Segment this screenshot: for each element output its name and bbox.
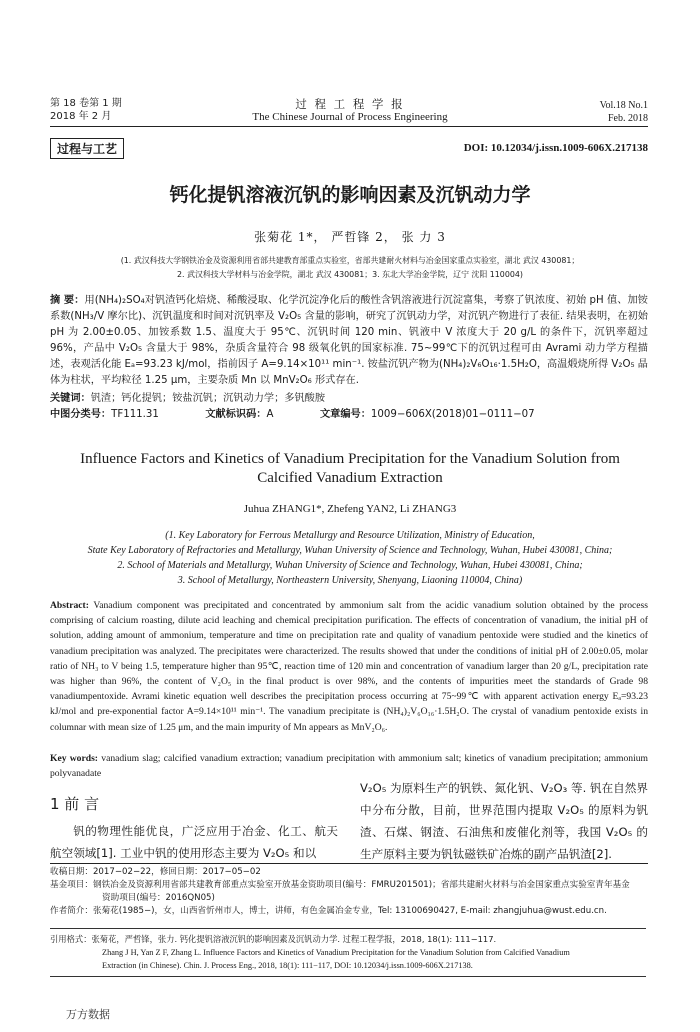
keywords-cn [50,389,325,404]
date-cn: 2018 年 2 月 [50,111,112,122]
abstract-cn-label: 摘 要： [50,295,85,306]
affiliation-cn-2: 2. 武汉科技大学材料与冶金学院，湖北 武汉 430081；3. 东北大学冶金学院，辽宁 沈阳 110004) [177,270,523,279]
header-rule [50,126,648,127]
keywords-cn-text: 钒渣；钙化提钒；铵盐沉钒；沉钒动力学；多钒酸胺 [90,393,326,404]
received-date: 收稿日期：2017−02−22，修回日期：2017−05−02 [50,867,261,877]
abstract-en-label: Abstract: [50,600,89,611]
doc-code-value: A [266,409,274,420]
section-tag: 过程与工艺 [50,138,124,159]
intro-left-column: 钒的物理性能优良，广泛应用于冶金、化工、航天航空领域[1]. 工业中钒的使用形态主要为 V₂O₅ 和以 [50,824,338,860]
citation-en-1: Zhang J H, Yan Z F, Zhang L. Influence Factors and Kinetics of Vanadium Precipitation for the Vanadium Solution from Calcified Vanadium [102,948,570,957]
abstract-en [50,598,648,735]
citation-box [50,928,646,977]
affiliation-en [0,528,700,588]
affiliation-en-line: (1. Key Laboratory for Ferrous Metallurgy and Resource Utilization, Ministry of Education, [165,530,535,541]
affiliation-en-line: 2. School of Materials and Metallurgy, Wuhan University of Science and Technology, Wuhan, Hubei 430081, China; [117,560,583,571]
keywords-en-label: Key words: [50,753,99,764]
keywords-en-text: vanadium slag; calcified vanadium extraction; vanadium precipitation with ammonium salt; kinetics of vanadium precipitation; ammonium polyvanadate [50,753,649,780]
authors-en: Juhua ZHANG1*, Zhefeng YAN2, Li ZHANG3 [243,503,457,515]
article-no-value: 1009−606X(2018)01−0111−07 [370,409,535,420]
watermark: 万方数据 [66,1008,110,1021]
affiliation-en-line: State Key Laboratory of Refractories and Metallurgy, Wuhan University of Science and Technology, Wuhan, Hubei 430081, China; [87,545,613,556]
volume-en: Vol.18 No.1 [599,100,648,111]
title-en-line-1: Influence Factors and Kinetics of Vanadium Precipitation for the Vanadium Solution from [80,451,620,467]
affiliation-cn-1: (1. 武汉科技大学钢铁冶金及资源利用省部共建教育部重点实验室，省部共建耐火材料与冶金国家重点实验室，湖北 武汉 430081； [120,256,580,265]
title-cn: 钙化提钒溶液沉钒的影响因素及沉钒动力学 [169,184,531,206]
author-bio: 作者简介：张菊花(1985−)，女，山西省忻州市人，博士，讲师，有色金属冶金专业，Tel: 13100690427, E-mail: zhangjuhua@wust.edu.cn. [50,906,607,916]
affiliation-en-line: 3. School of Metallurgy, Northeastern University, Shenyang, Liaoning 110004, China) [177,575,523,586]
journal-title-cn: 过 程 工 程 学 报 [295,97,405,111]
doi: DOI: 10.12034/j.issn.1009-606X.217138 [463,142,648,154]
abstract-cn [50,293,648,389]
citation-en-2: Extraction (in Chinese). Chin. J. Process Eng., 2018, 18(1): 111−117, DOI: 10.12034/j.issn.1009-606X.217138. [102,961,473,970]
funding-cont: 资助项目(编号：2016QN05) [102,893,215,903]
journal-title-en: The Chinese Journal of Process Engineering [252,111,448,123]
date-en: Feb. 2018 [608,113,648,124]
footnotes [50,866,650,918]
funding: 基金项目：钢铁冶金及资源利用省部共建教育部重点实验室开放基金资助项目(编号：FMRU201501)；省部共建耐火材料与冶金国家重点实验室青年基金 [50,880,630,890]
doc-code-label: 文献标识码： [205,409,267,420]
intro-right-column: V₂O₅ 为原料生产的钒铁、氮化钒、V₂O₃ 等. 钒在自然界中分布分散，目前，世界范围内提取 V₂O₅ 的原料为钒渣、石煤、钢渣、石油焦和废催化剂等，我国 V₂O₅ 的生产原料主要为钒钛磁铁矿冶炼的副产品钒渣[2]. [360,781,648,861]
article-no-label: 文章编号： [319,409,371,420]
keywords-cn-label: 关键词： [50,393,91,404]
volume-cn: 第 18 卷第 1 期 [50,98,122,109]
clc-value: TF111.31 [111,409,159,420]
clc-label: 中图分类号： [50,409,112,420]
citation-cn: 引用格式：张菊花，严哲锋，张力. 钙化提钒溶液沉钒的影响因素及沉钒动力学. 过程工程学报，2018, 18(1): 111−117. [50,934,497,944]
classification-line [50,405,535,420]
footnote-rule [50,863,648,864]
abstract-en-text: Vanadium component was precipitated and concentrated by ammonium salt from the acidic vanadium solution obtained by the process comprising of calcium roasting, dilute acid leaching and chemical precipitation purification. The effects of concentration of vanadium, the initial pH of solution, adding amount of ammonium, temperature and time on precipitation rate and quality of vanadium pentoxide were studied and the kinetics of vanadium precipitation was analyzed. The precipitates were characterized. The results showed that under the conditions of initial pH of 2.00±0.05, molar ratio of NH₃ to V being 1.5, temperature higher than 95℃, reaction time of 120 min and concentration of vanadium larger than 20 g/L, precipitation rate was higher than 96%, the content of V₂O₅ in the final product is over 98%, and the contents of impurities meet the standards of Grade 98 vanadiumpentoxide. Avrami kinetic equation well describes the precipitation process occurring at 75~99℃ with apparent activation energy Eₐ=93.23 kJ/mol and pre-exponential factor A=9.14×10¹¹ min⁻¹. The vanadium precipitate is (NH₄)₂V₆O₁₆·1.5H₂O. The crystal of vanadium pentoxide exists in columnar with mean size of 1.25 μm, and the main impurity of Mn appears as MnV₂O₆. [50,600,648,733]
authors-cn: 张菊花 1*， 严哲锋 2， 张 力 3 [254,230,446,244]
abstract-cn-text: 用(NH₄)₂SO₄对钒渣钙化焙烧、稀酸浸取、化学沉淀净化后的酸性含钒溶液进行沉淀富集，考察了钒浓度、初始 pH 值、加铵系数(NH₃/V 摩尔比)、沉钒温度和时间对沉钒率及 V₂O₅ 含量的影响，研究了沉钒动力学，对沉钒产物进行了表征. 结果表明，在初始 pH 为 2.00±0.05、加铵系数 1.5、温度大于 95℃、沉钒时间 120 min、钒液中 V 浓度大于 20 g/L 的条件下，沉钒率超过 96%，产品中 V₂O₅ 含量大于 98%，杂质含量符合 98 级氧化钒的国家标准. 75~99℃下的沉钒过程可由 Avrami 动力学方程描述，表观活化能 Eₐ=93.23 kJ/mol，指前因子 A=9.14×10¹¹ min⁻¹. 铵盐沉钒产物为(NH₄)₂V₆O₁₆·1.5H₂O，高温煅烧所得 V₂O₅ 晶体为柱状，平均粒径 1.25 μm，主要杂质 Mn 以 MnV₂O₆ 形式存在. [50,295,648,386]
title-en-line-2: Calcified Vanadium Extraction [257,470,443,486]
section-heading-introduction: 1 前 言 [50,795,100,813]
